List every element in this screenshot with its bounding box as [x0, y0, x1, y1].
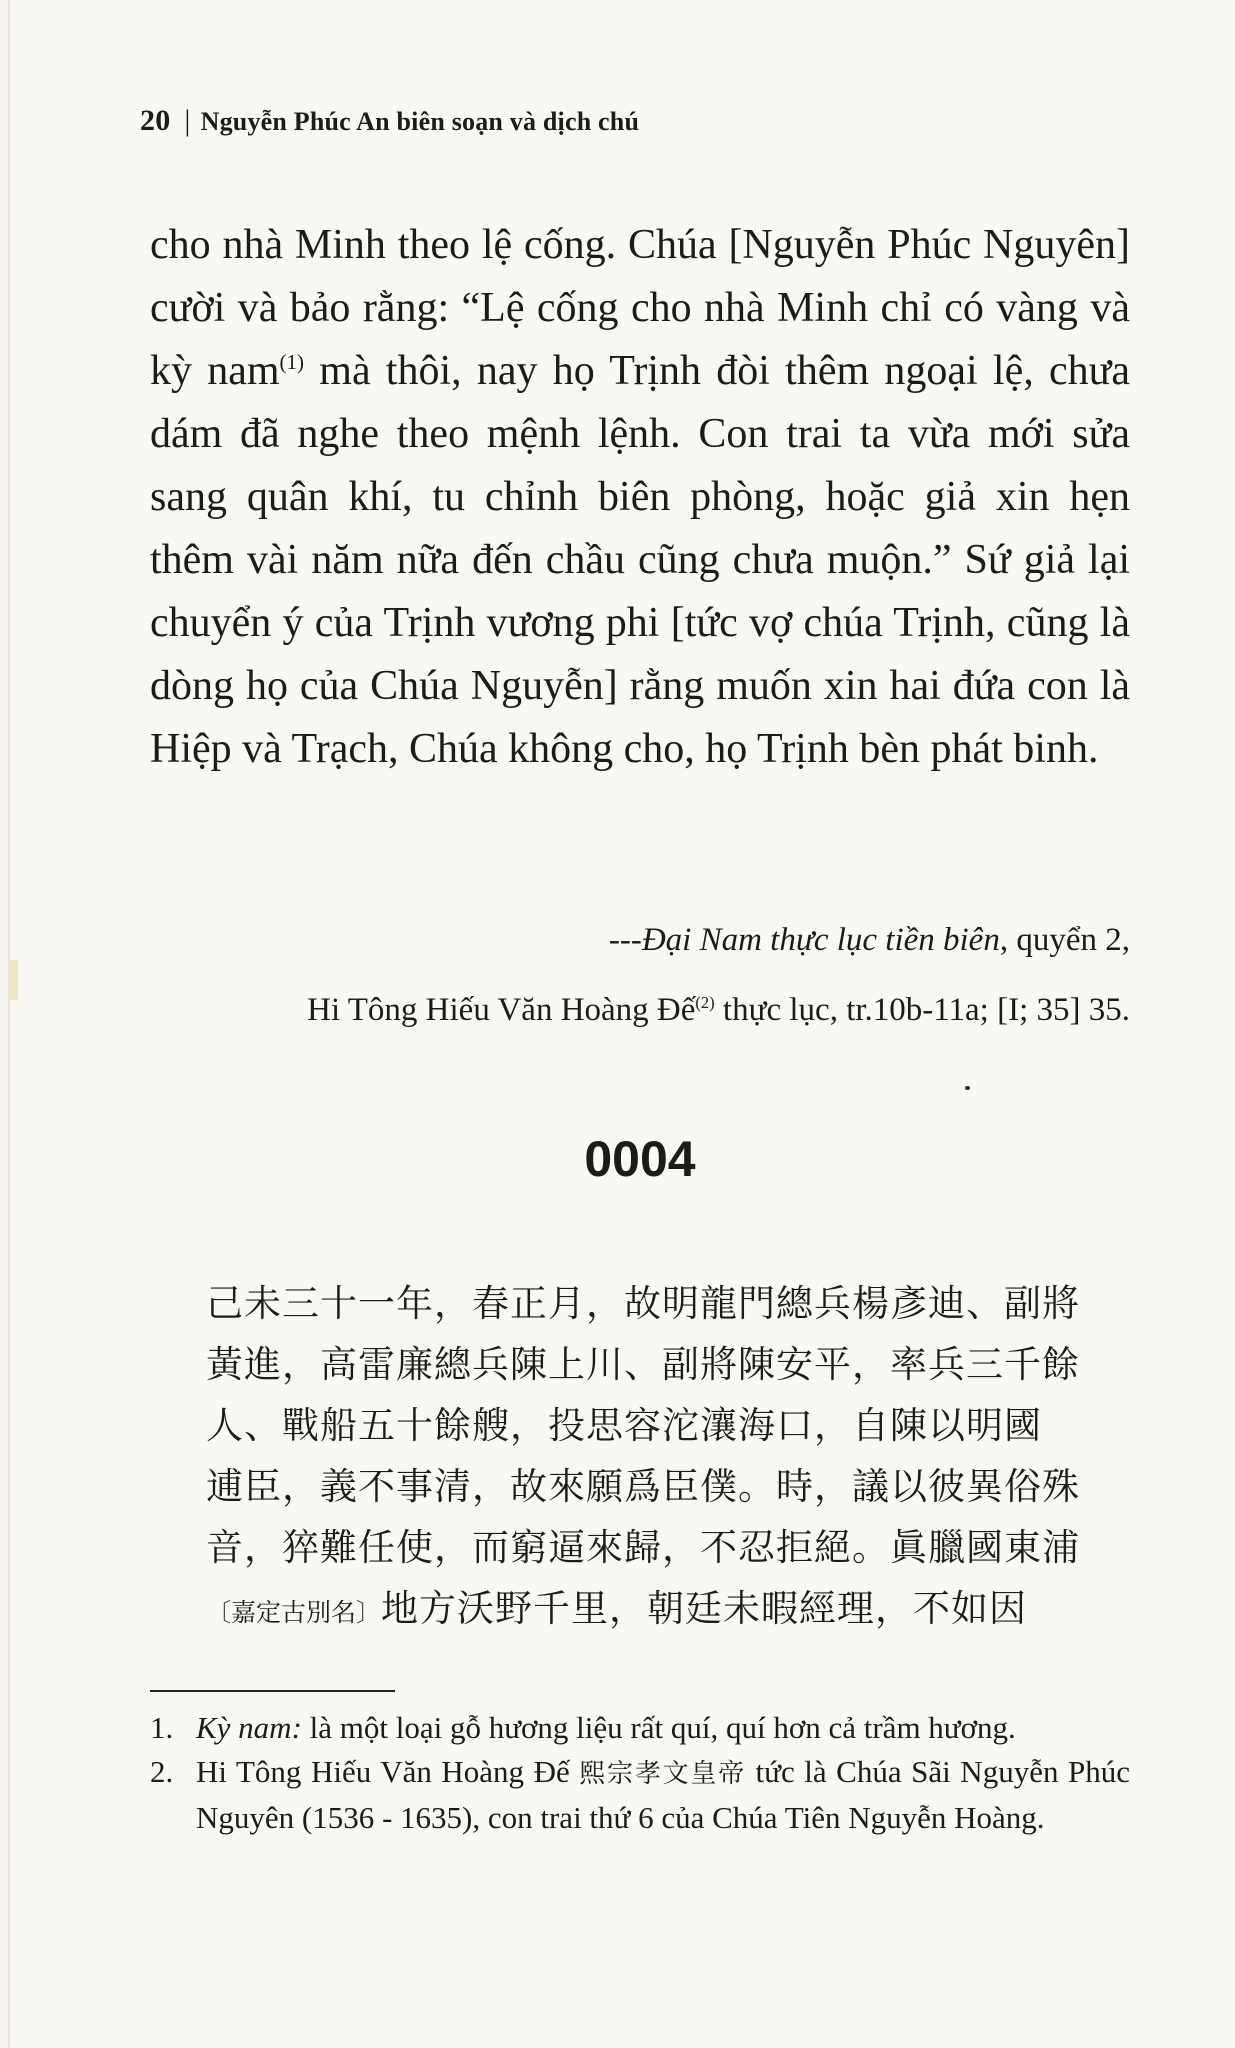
footnote-lead: Hi Tông Hiếu Văn Hoàng Đế	[196, 1754, 580, 1789]
running-head-separator: |	[184, 104, 191, 137]
footnote-2	[150, 1750, 1130, 1840]
page-number: 20	[140, 104, 171, 137]
footnote-marker-2: (2)	[695, 993, 715, 1012]
stray-dot	[965, 1086, 970, 1090]
running-head	[140, 104, 639, 138]
footnote-1	[150, 1706, 1130, 1750]
footnote-term: Kỳ nam:	[196, 1710, 302, 1745]
footnote-text: là một loại gỗ hương liệu rất quí, quí hơn cả trầm hương.	[301, 1710, 1016, 1745]
citation-ref-prefix: Hi Tông Hiếu Văn Hoàng Đế	[307, 992, 696, 1028]
citation-ref-suffix: thực lục, tr.10b-11a; [I; 35] 35.	[714, 992, 1130, 1028]
classical-chinese-passage	[206, 1273, 1130, 1639]
cjk-line-2: 黃進，高雷廉總兵陳上川、副將陳安平，率兵三千餘	[206, 1343, 1080, 1386]
section-number: 0004	[584, 1131, 696, 1187]
cjk-line-1: 己未三十一年，春正月，故明龍門總兵楊彥迪、副將	[206, 1282, 1080, 1325]
citation-reference	[150, 992, 1130, 1029]
citation-title: Đại Nam thực lục tiền biên	[641, 922, 1000, 958]
body-text-part1: cho nhà Minh theo lệ cống. Chúa [Nguyễn Phúc Nguyên] cười và bảo rằng: “Lệ cống cho nhà Minh chỉ có vàng và kỳ nam	[150, 222, 1130, 394]
running-head-author: Nguyễn Phúc An biên soạn và dịch chú	[200, 107, 640, 136]
footnote-text: tức là Chúa Sãi Nguyễn Phúc Nguyên (1536 - 1635), con trai thứ 6 của Chúa Tiên Nguyễn Hoàng.	[196, 1754, 1130, 1835]
footnote-divider	[150, 1690, 395, 1692]
footnote-number: 2.	[150, 1754, 174, 1789]
cjk-line-3: 人、戰船五十餘艘，投思容沱瀼海口，自陳以明國	[206, 1404, 1042, 1447]
citation-source	[150, 922, 1130, 959]
book-page	[8, 0, 1235, 2048]
footnote-marker-1: (1)	[279, 350, 305, 374]
citation-volume: , quyển 2,	[999, 922, 1130, 958]
page-edge-stain	[10, 960, 18, 1000]
footnote-cjk-term: 熙宗孝文皇帝	[579, 1759, 747, 1789]
cjk-line-5: 音，猝難任使，而窮逼來歸，不忍拒絕。眞臘國東浦	[206, 1526, 1080, 1569]
cjk-line-6	[206, 1578, 1130, 1639]
footnotes	[150, 1706, 1130, 1840]
cjk-interlinear-note: 〔嘉定古別名〕	[206, 1598, 382, 1627]
citation-dash: ---	[608, 922, 642, 958]
cjk-line-6-text: 地方沃野千里，朝廷未暇經理，不如因	[381, 1587, 1028, 1630]
cjk-line-4: 逋臣，義不事清，故來願爲臣僕。時，議以彼異俗殊	[206, 1465, 1080, 1508]
body-text-part2: mà thôi, nay họ Trịnh đòi thêm ngoại lệ, chưa dám đã nghe theo mệnh lệnh. Con trai ta vừa mới sửa sang quân khí, tu chỉnh biên phòng, hoặc giả xin hẹn thêm vài năm nữa đến chầu cũng chưa muộn.” Sứ giả lại chuyển ý của Trịnh vương phi [tức vợ chúa Trịnh, cũng là dòng họ của Chúa Nguyễn] rằng muốn xin hai đứa con là Hiệp và Trạch, Chúa không cho, họ Trịnh bèn phát binh.	[150, 348, 1131, 772]
footnote-number: 1.	[150, 1710, 174, 1745]
footnote-body	[196, 1750, 1130, 1840]
footnote-body	[196, 1706, 1130, 1750]
body-paragraph	[150, 214, 1130, 781]
